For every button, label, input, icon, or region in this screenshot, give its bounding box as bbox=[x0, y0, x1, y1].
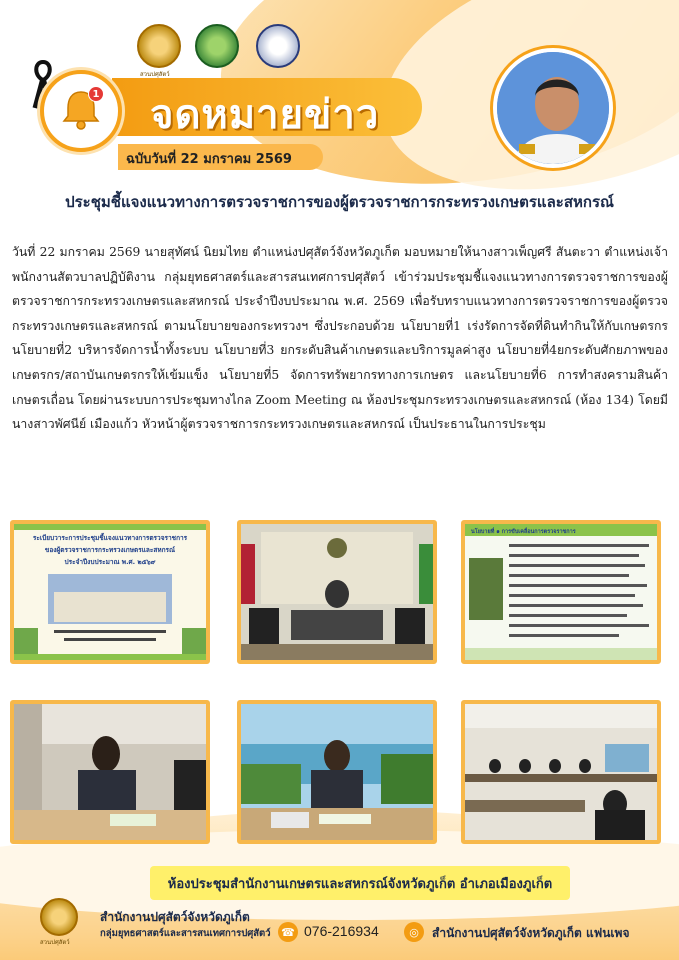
photo-presiding-officer bbox=[237, 700, 437, 844]
footer-department: กลุ่มยุทธศาสตร์และสารสนเทศการปศุสัตว์ bbox=[100, 928, 271, 939]
facebook-page-link[interactable]: สำนักงานปศุสัตว์จังหวัดภูเก็ต แฟนเพจ bbox=[432, 926, 630, 940]
photo-policy-slide bbox=[461, 520, 661, 664]
livestock-dept-logo bbox=[137, 24, 181, 68]
ministry-agriculture-logo bbox=[195, 24, 239, 68]
location-caption-bar bbox=[150, 866, 570, 900]
article-title: ประชุมชี้แจงแนวทางการตรวจราชการของผู้ตรวจราชการกระทรวงเกษตรและสหกรณ์ bbox=[65, 193, 614, 211]
policy-heading: นโยบายที่ ๑ การขับเคลื่อนการตรวจราชการ bbox=[471, 529, 576, 535]
globe-icon: ◎ bbox=[404, 922, 424, 942]
slide-line-3: ประจำปีงบประมาณ พ.ศ. ๒๕๖๙ bbox=[64, 558, 156, 566]
photo-agenda-slide bbox=[10, 520, 210, 664]
footer-organization: สำนักงานปศุสัตว์จังหวัดภูเก็ต bbox=[100, 910, 250, 924]
article-body: วันที่ 22 มกราคม 2569 นายสุทัศน์ นิยมไทย ตำแหน่งปศุสัตว์จังหวัดภูเก็ต มอบหมายให้นางสาวเพ็ญศรี สันตะวา ตำแหน่งเจ้าพนักงานสัตวบาลปฏิบัติงาน กลุ่มยุทธศาสตร์และสารสนเทศการปศุสัตว์ เข้าร่วมประชุมชี้แจงแนวทางการตรวจราชการของผู้ตรวจราชการกระทรวงเกษตรและสหกรณ์ ประจำปีงบประมาณ พ.ศ. 2569 เพื่อรับทราบแนวทางการตรวจราชการของผู้ตรวจกระทรวงเกษตรและสหกรณ์ ตามนโยบายของกระทรวงฯ ซึ่งประกอบด้วย นโยบายที่1 เร่งรัดการจัดที่ดินทำกินให้กับเกษตรกร นโยบายที่2 บริหารจัดการน้ำทั้งระบบ นโยบายที่3 ยกระดับสินค้าเกษตรและบริการมูลค่าสูง นโยบายที่4ยกระดับศักยภาพของเกษตรกร/สถาบันเกษตรกรให้เข้มแข็ง นโยบายที่5 จัดการทรัพยากรทางการเกษตร และนโยบายที่6 การทำสงครามสินค้าเกษตรเถื่อน โดยผ่านระบบการประชุมทางไกล Zoom Meeting ณ ห้องประชุมกระทรวงเกษตรและสหกรณ์ (ห้อง 134) โดยมี นางสาวพัศนีย์ เมืองแก้ว หัวหน้าผู้ตรวจราชการกระทรวงเกษตรและสหกรณ์ เป็นประธานในการประชุม bbox=[12, 245, 668, 432]
headline: จดหมายข่าว bbox=[150, 92, 380, 138]
photo-participant-desk bbox=[10, 700, 210, 844]
footer-logo bbox=[40, 898, 78, 936]
photo-meeting-room-wide bbox=[461, 700, 661, 844]
phuket-province-logo bbox=[256, 24, 300, 68]
official-portrait bbox=[493, 48, 613, 168]
phone-number[interactable]: 076-216934 bbox=[304, 923, 379, 939]
footer-logo-caption: สวนปศุสัตว์ bbox=[40, 939, 70, 946]
photo-video-conference bbox=[237, 520, 437, 664]
location-caption: ห้องประชุมสำนักงานเกษตรและสหกรณ์จังหวัดภูเก็ต อำเภอเมืองภูเก็ต bbox=[167, 876, 553, 892]
phone-icon: ☎ bbox=[278, 922, 298, 942]
notification-badge: 1 bbox=[88, 86, 104, 102]
issue-date: ฉบับวันที่ 22 มกราคม 2569 bbox=[126, 152, 292, 167]
logo-caption: สวนปศุสัตว์ bbox=[140, 71, 170, 78]
slide-line-2: ของผู้ตรวจราชการกระทรวงเกษตรและสหกรณ์ bbox=[44, 546, 176, 554]
slide-line-1: ระเบียบวาระการประชุมชี้แจงแนวทางการตรวจราชการ bbox=[32, 534, 188, 542]
